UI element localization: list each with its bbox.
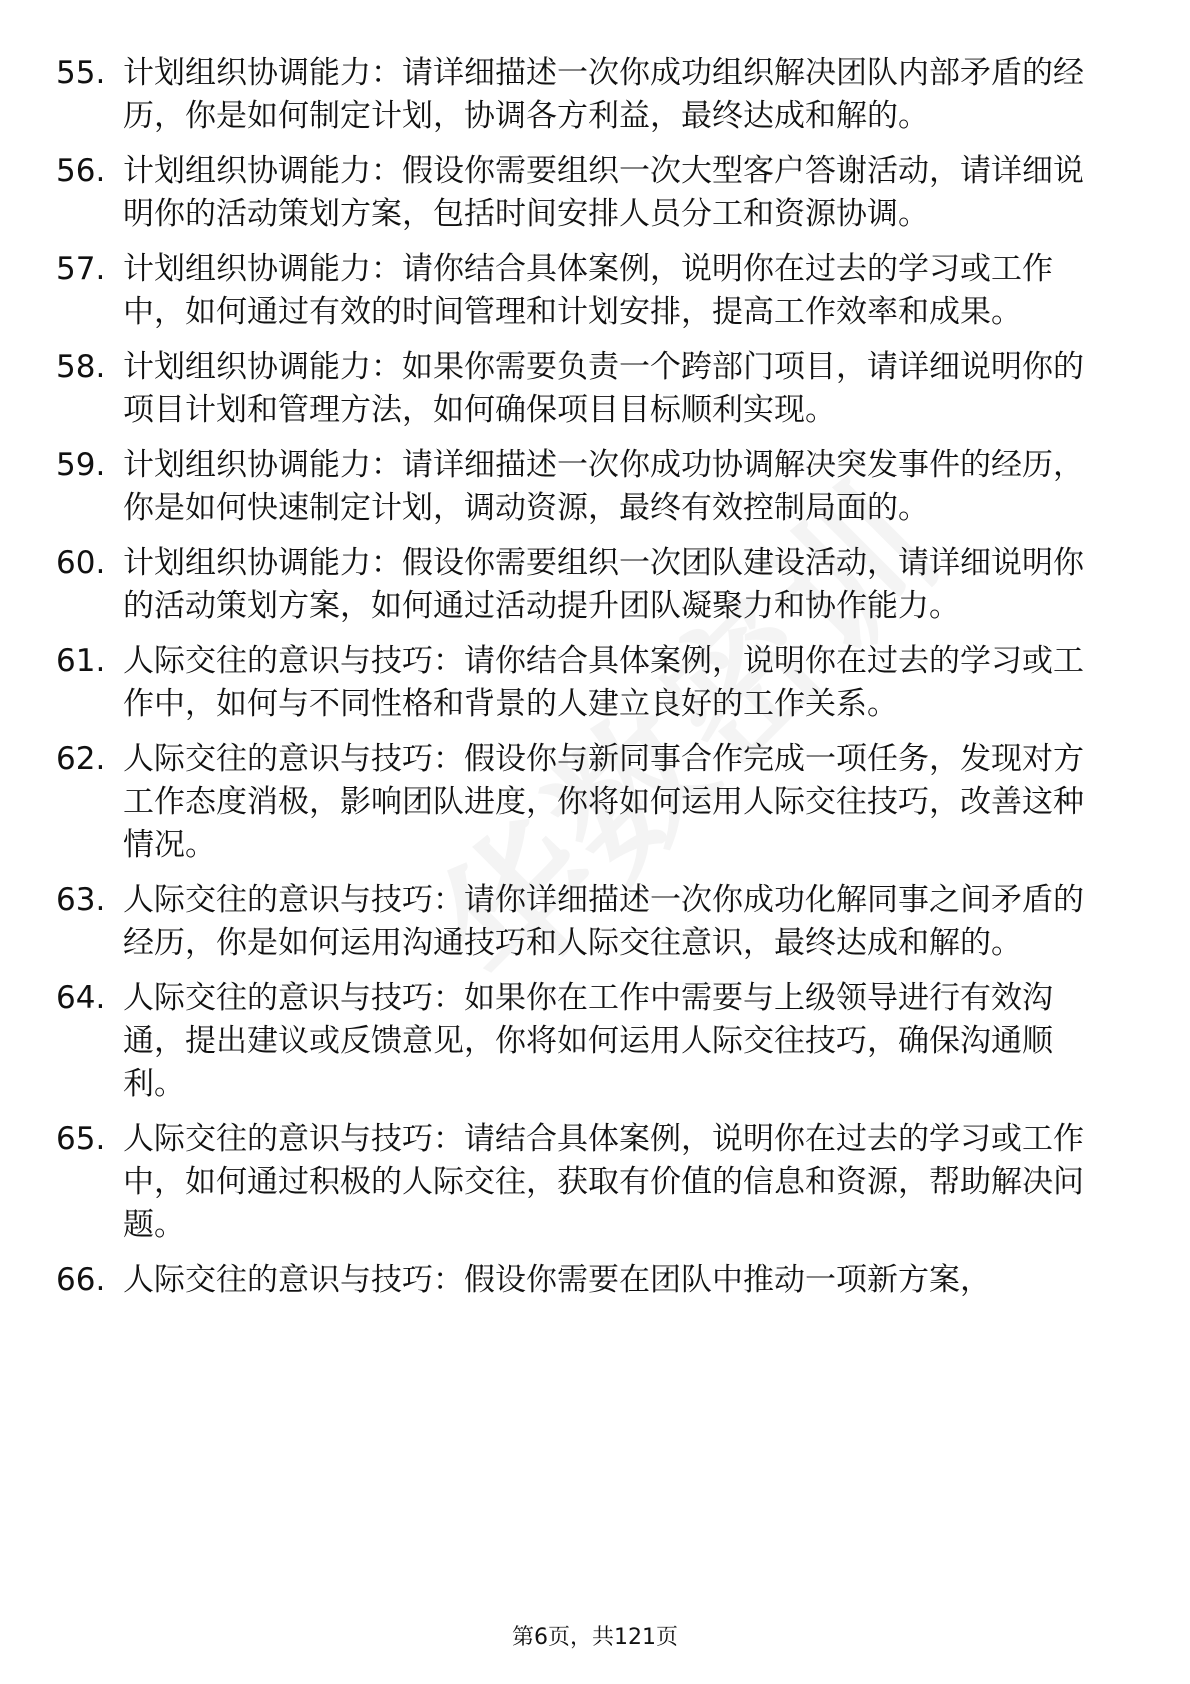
question-number: 56. (56, 153, 106, 189)
question-item (56, 542, 1112, 628)
question-text: 计划组织协调能力：请详细描述一次你成功协调解决突发事件的经历，你是如何快速制定计划，调动资源，最终有效控制局面的。 (123, 447, 1084, 526)
question-text: 计划组织协调能力：如果你需要负责一个跨部门项目，请详细说明你的项目计划和管理方法，如何确保项目目标顺利实现。 (123, 349, 1084, 428)
question-item (56, 444, 1112, 530)
question-item (56, 1259, 1112, 1302)
question-item (56, 248, 1112, 334)
question-number: 60. (56, 545, 106, 581)
question-number: 55. (56, 55, 106, 91)
question-item (56, 977, 1112, 1106)
question-text: 计划组织协调能力：请详细描述一次你成功组织解决团队内部矛盾的经历，你是如何制定计划，协调各方利益，最终达成和解的。 (123, 55, 1084, 134)
question-number: 65. (56, 1121, 106, 1157)
question-item (56, 150, 1112, 236)
question-text: 人际交往的意识与技巧：如果你在工作中需要与上级领导进行有效沟通，提出建议或反馈意见，你将如何运用人际交往技巧，确保沟通顺利。 (123, 980, 1053, 1102)
question-item (56, 879, 1112, 965)
question-number: 61. (56, 643, 106, 679)
question-text: 人际交往的意识与技巧：请结合具体案例，说明你在过去的学习或工作中，如何通过积极的人际交往，获取有价值的信息和资源，帮助解决问题。 (123, 1121, 1084, 1243)
question-number: 64. (56, 980, 106, 1016)
question-list (56, 52, 1112, 1314)
question-item (56, 52, 1112, 138)
question-item (56, 640, 1112, 726)
question-item (56, 738, 1112, 867)
question-text: 计划组织协调能力：假设你需要组织一次大型客户答谢活动，请详细说明你的活动策划方案，包括时间安排人员分工和资源协调。 (123, 153, 1084, 232)
page-footer: 第6页，共121页 (512, 1625, 678, 1650)
question-number: 57. (56, 251, 106, 287)
question-text: 人际交往的意识与技巧：请你结合具体案例，说明你在过去的学习或工作中，如何与不同性格和背景的人建立良好的工作关系。 (123, 643, 1084, 722)
question-number: 66. (56, 1262, 106, 1298)
question-number: 63. (56, 882, 106, 918)
question-number: 58. (56, 349, 106, 385)
question-item (56, 346, 1112, 432)
question-text: 计划组织协调能力：请你结合具体案例，说明你在过去的学习或工作中，如何通过有效的时间管理和计划安排，提高工作效率和成果。 (123, 251, 1053, 330)
question-number: 62. (56, 741, 106, 777)
question-text: 人际交往的意识与技巧：请你详细描述一次你成功化解同事之间矛盾的经历，你是如何运用沟通技巧和人际交往意识，最终达成和解的。 (123, 882, 1084, 961)
question-text: 计划组织协调能力：假设你需要组织一次团队建设活动，请详细说明你的活动策划方案，如何通过活动提升团队凝聚力和协作能力。 (123, 545, 1084, 624)
question-text: 人际交往的意识与技巧：假设你与新同事合作完成一项任务，发现对方工作态度消极，影响团队进度，你将如何运用人际交往技巧，改善这种情况。 (123, 741, 1084, 863)
question-text: 人际交往的意识与技巧：假设你需要在团队中推动一项新方案， (123, 1262, 991, 1298)
question-item (56, 1118, 1112, 1247)
question-number: 59. (56, 447, 106, 483)
